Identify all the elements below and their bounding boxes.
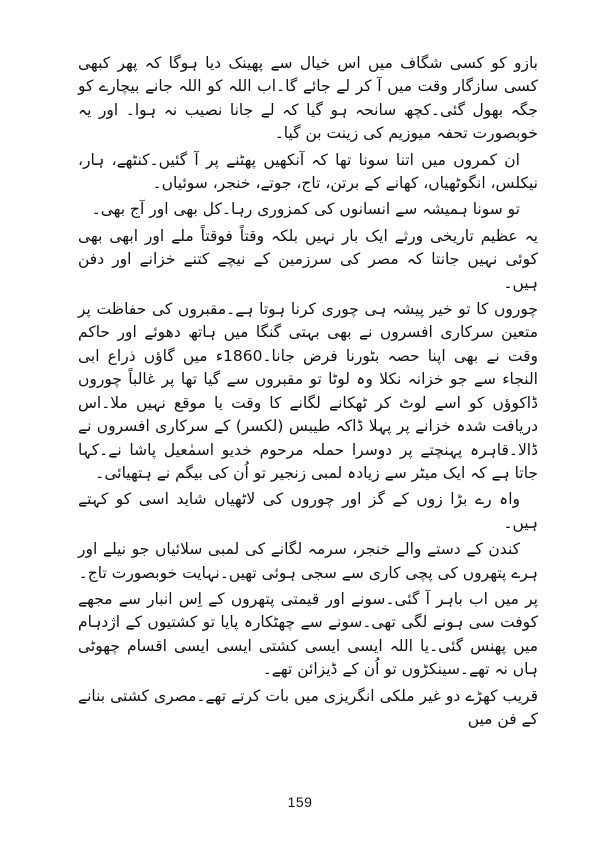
paragraph: کندن کے دستے والے خنجر، سرمہ لگانے کی لمبی سلائیاں جو نیلے اور ہرے پتھروں کی پچی کاری سے سجی ہوئی تھیں۔نہایت خوبصورت تاج۔: [78, 540, 538, 582]
page-number: 159: [287, 794, 313, 810]
body-text: [78, 52, 538, 734]
paragraph: پر میں اب باہر آ گئی۔سونے اور قیمتی پتھروں کے اِس انبار سے مجھے کوفت سی ہونے لگی تھی۔سونے سے چھٹکارہ پایا تو کشتیوں کے اژدہام میں پھنس گئی۔یا اللہ ایسی ایسی کشتی ایسی ایسی اقسام چھوٹی ہاں نہ تھے۔سینکڑوں تو اُن کے ڈیزائن تھے۔: [78, 589, 538, 679]
paragraph: چوروں کا تو خیر پیشہ ہی چوری کرنا ہوتا ہے۔مقبروں کی حفاظت پر متعین سرکاری افسروں نے بھی بہتی گنگا میں ہاتھ دھوئے اور حاکم وقت نے بھی اپنا حصہ بٹورنا فرض جانا۔1860ء میں گاؤں ذراع ابی النجاء سے جو خزانہ نکلا وہ لوٹا تو مقبروں سے گیا تھا پر غالباً چوروں ڈاکوؤں کو اسے لوٹ کر ٹھکانے لگانے کا وقت یا موقع نہیں ملا۔اس دریافت شدہ خزانے پر پہلا ڈاکہ طیبس (لکسر) کے سرکاری افسروں نے ڈالا۔قاہرہ پہنچتے پر دوسرا حملہ مرحوم خدیو اسمٰعیل پاشا نے۔کہا جاتا ہے کہ ایک میٹر سے زیادہ لمبی زنجیر تو اُن کی بیگم نے ہتھیائی۔: [78, 300, 538, 482]
paragraph: تو سونا ہمیشہ سے انسانوں کی کمزوری رہا۔کل بھی اور آج بھی۔: [91, 200, 520, 219]
paragraph: قریب کھڑے دو غیر ملکی انگریزی میں بات کرتے تھے۔مصری کشتی بنانے کے فن میں: [78, 686, 538, 728]
paragraph: ان کمروں میں اتنا سونا تھا کہ آنکھیں پھٹنے پر آ گئیں۔کنٹھے، ہار، نیکلس، انگوٹھیاں، کھانے کے برتن، تاج، جوتے، خنجر، سوئیاں۔: [78, 150, 538, 193]
paragraph: یہ عظیم تاریخی ورثے ایک بار نہیں بلکہ وقتاً فوقتاً ملے اور ابھی بھی کوئی نہیں جانتا کہ مصر کی سرزمین کے نیچے کتنے خزانے اور دفن ہیں۔: [78, 226, 538, 292]
paragraph: بازو کو کسی شگاف میں اس خیال سے پھینک دیا ہوگا کہ پھر کبھی کسی سازگار وقت میں آ کر لے جائے گا۔اب اللہ کو اللہ جانے بیچارے کو جگہ بھول گئی۔کچھ سانحہ ہو گیا کہ لے جانا نصیب نہ ہوا۔ اور یہ خوبصورت تحفہ میوزیم کی زینت بن گیا۔: [78, 54, 538, 143]
paragraph: واہ رے بڑا زوں کے گز اور چوروں کی لاٹھیاں شاید اسی کو کہتے ہیں۔: [78, 490, 538, 532]
